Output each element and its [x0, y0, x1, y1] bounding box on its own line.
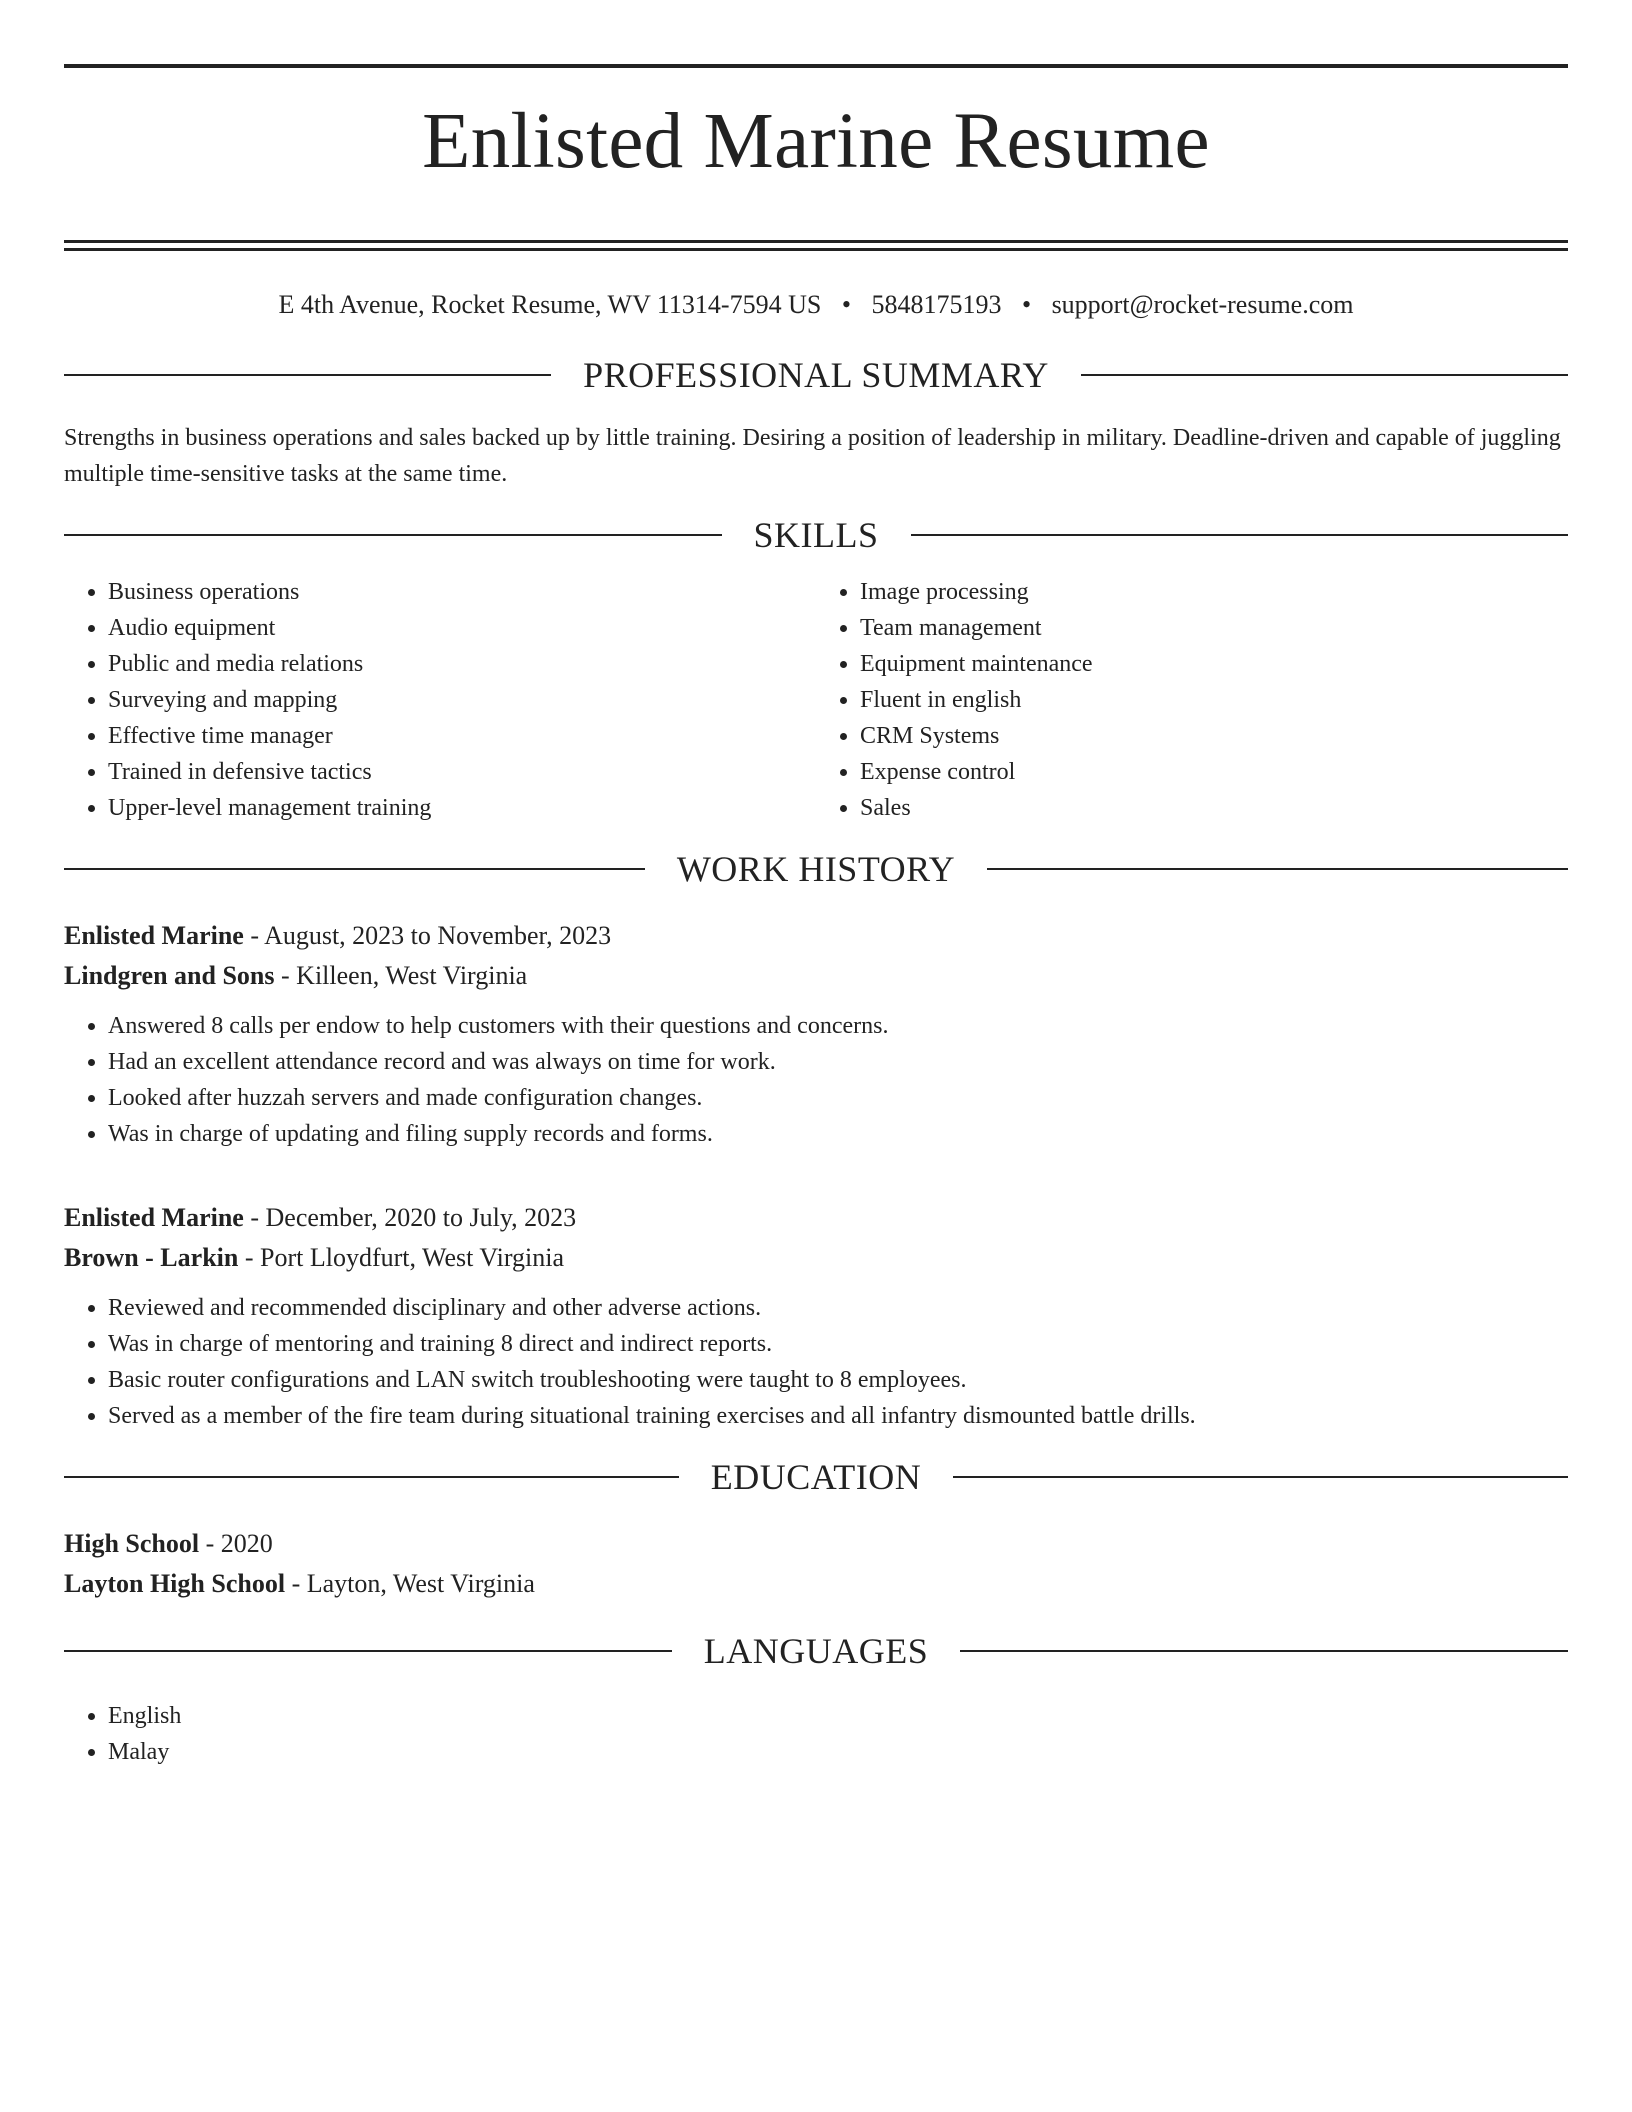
job-bullets [64, 1008, 1568, 1152]
job-title-line [64, 916, 1568, 956]
section-title-work: WORK HISTORY [676, 849, 956, 890]
job-location: - Port Lloydfurt, West Virginia [238, 1243, 565, 1273]
top-rule [64, 64, 1568, 68]
skill-item: • Fluent in english [860, 682, 1568, 718]
section-rule [987, 868, 1568, 870]
job-title: Enlisted Marine [64, 921, 244, 951]
section-title-summary: PROFESSIONAL SUMMARY [583, 355, 1049, 396]
section-rule [64, 374, 551, 376]
skill-item: • Surveying and mapping [108, 682, 816, 718]
contact-line [64, 289, 1568, 320]
section-header-education [64, 1456, 1568, 1498]
section-title-education: EDUCATION [710, 1457, 922, 1498]
contact-email: support@rocket-resume.com [1051, 290, 1354, 319]
contact-separator: • [1021, 290, 1032, 319]
section-rule [64, 1650, 672, 1652]
section-rule [64, 868, 645, 870]
section-rule [64, 1476, 679, 1478]
summary-text: Strengths in business operations and sales backed up by little training. Desiring a position of leadership in military. Deadline-driven and capable of juggling multiple time-sensitive tasks at the same time. [64, 425, 1561, 488]
education-degree-line [64, 1524, 1568, 1564]
job-company-line [64, 1238, 1568, 1278]
section-rule [911, 534, 1569, 536]
job-entry [64, 1198, 1568, 1434]
job-dates: - August, 2023 to November, 2023 [243, 921, 612, 951]
job-company: Brown - Larkin [64, 1243, 239, 1273]
job-bullet: • Looked after huzzah servers and made configuration changes. [108, 1080, 1568, 1116]
skill-item: • Upper-level management training [108, 790, 816, 826]
education-degree: High School [64, 1529, 200, 1559]
job-company-line [64, 956, 1568, 996]
skill-item: • Sales [860, 790, 1568, 826]
section-rule [960, 1650, 1568, 1652]
skill-item: • Image processing [860, 574, 1568, 610]
section-header-summary [64, 354, 1568, 396]
contact-phone: 5848175193 [871, 290, 1002, 319]
education-location: - Layton, West Virginia [285, 1569, 535, 1599]
job-location: - Killeen, West Virginia [274, 961, 528, 991]
section-rule [953, 1476, 1568, 1478]
skills-column-right [816, 574, 1568, 826]
skill-item: • CRM Systems [860, 718, 1568, 754]
resume-title: Enlisted Marine Resume [422, 98, 1210, 185]
job-bullet: • Served as a member of the fire team during situational training exercises and all infantry dismounted battle drills. [108, 1398, 1568, 1434]
language-item: • Malay [108, 1734, 1568, 1770]
job-title: Enlisted Marine [64, 1203, 244, 1233]
section-header-languages [64, 1630, 1568, 1672]
contact-separator: • [841, 290, 851, 319]
skill-item: • Equipment maintenance [860, 646, 1568, 682]
job-bullet: • Basic router configurations and LAN switch troubleshooting were taught to 8 employees. [108, 1362, 1568, 1398]
skill-item: • Effective time manager [108, 718, 816, 754]
skill-item: • Public and media relations [108, 646, 816, 682]
job-entry [64, 916, 1568, 1152]
job-bullet: • Was in charge of mentoring and training 8 direct and indirect reports. [108, 1326, 1568, 1362]
education-school: Layton High School [64, 1569, 286, 1599]
section-header-skills [64, 514, 1568, 556]
language-item: • English [108, 1698, 1568, 1734]
section-title-skills: SKILLS [753, 515, 879, 556]
section-rule [1081, 374, 1568, 376]
education-year: - 2020 [199, 1529, 273, 1559]
skill-item: • Trained in defensive tactics [108, 754, 816, 790]
section-title-languages: LANGUAGES [703, 1631, 929, 1672]
job-bullets [64, 1290, 1568, 1434]
skill-item: • Team management [860, 610, 1568, 646]
job-title-line [64, 1198, 1568, 1238]
title-double-rule [64, 240, 1568, 251]
job-bullet: • Reviewed and recommended disciplinary and other adverse actions. [108, 1290, 1568, 1326]
education-school-line [64, 1564, 1568, 1604]
skill-item: • Expense control [860, 754, 1568, 790]
contact-address: E 4th Avenue, Rocket Resume, WV 11314-7594 US [278, 290, 822, 319]
job-company: Lindgren and Sons [64, 961, 275, 991]
languages-list [64, 1698, 1568, 1770]
skills-list [64, 574, 1568, 826]
education-entry [64, 1524, 1568, 1604]
skill-item: • Business operations [108, 574, 816, 610]
job-bullet: • Had an excellent attendance record and was always on time for work. [108, 1044, 1568, 1080]
section-rule [64, 534, 722, 536]
skills-column-left [64, 574, 816, 826]
section-header-work [64, 848, 1568, 890]
skill-item: • Audio equipment [108, 610, 816, 646]
job-dates: - December, 2020 to July, 2023 [243, 1203, 577, 1233]
job-bullet: • Answered 8 calls per endow to help customers with their questions and concerns. [108, 1008, 1568, 1044]
job-bullet: • Was in charge of updating and filing supply records and forms. [108, 1116, 1568, 1152]
